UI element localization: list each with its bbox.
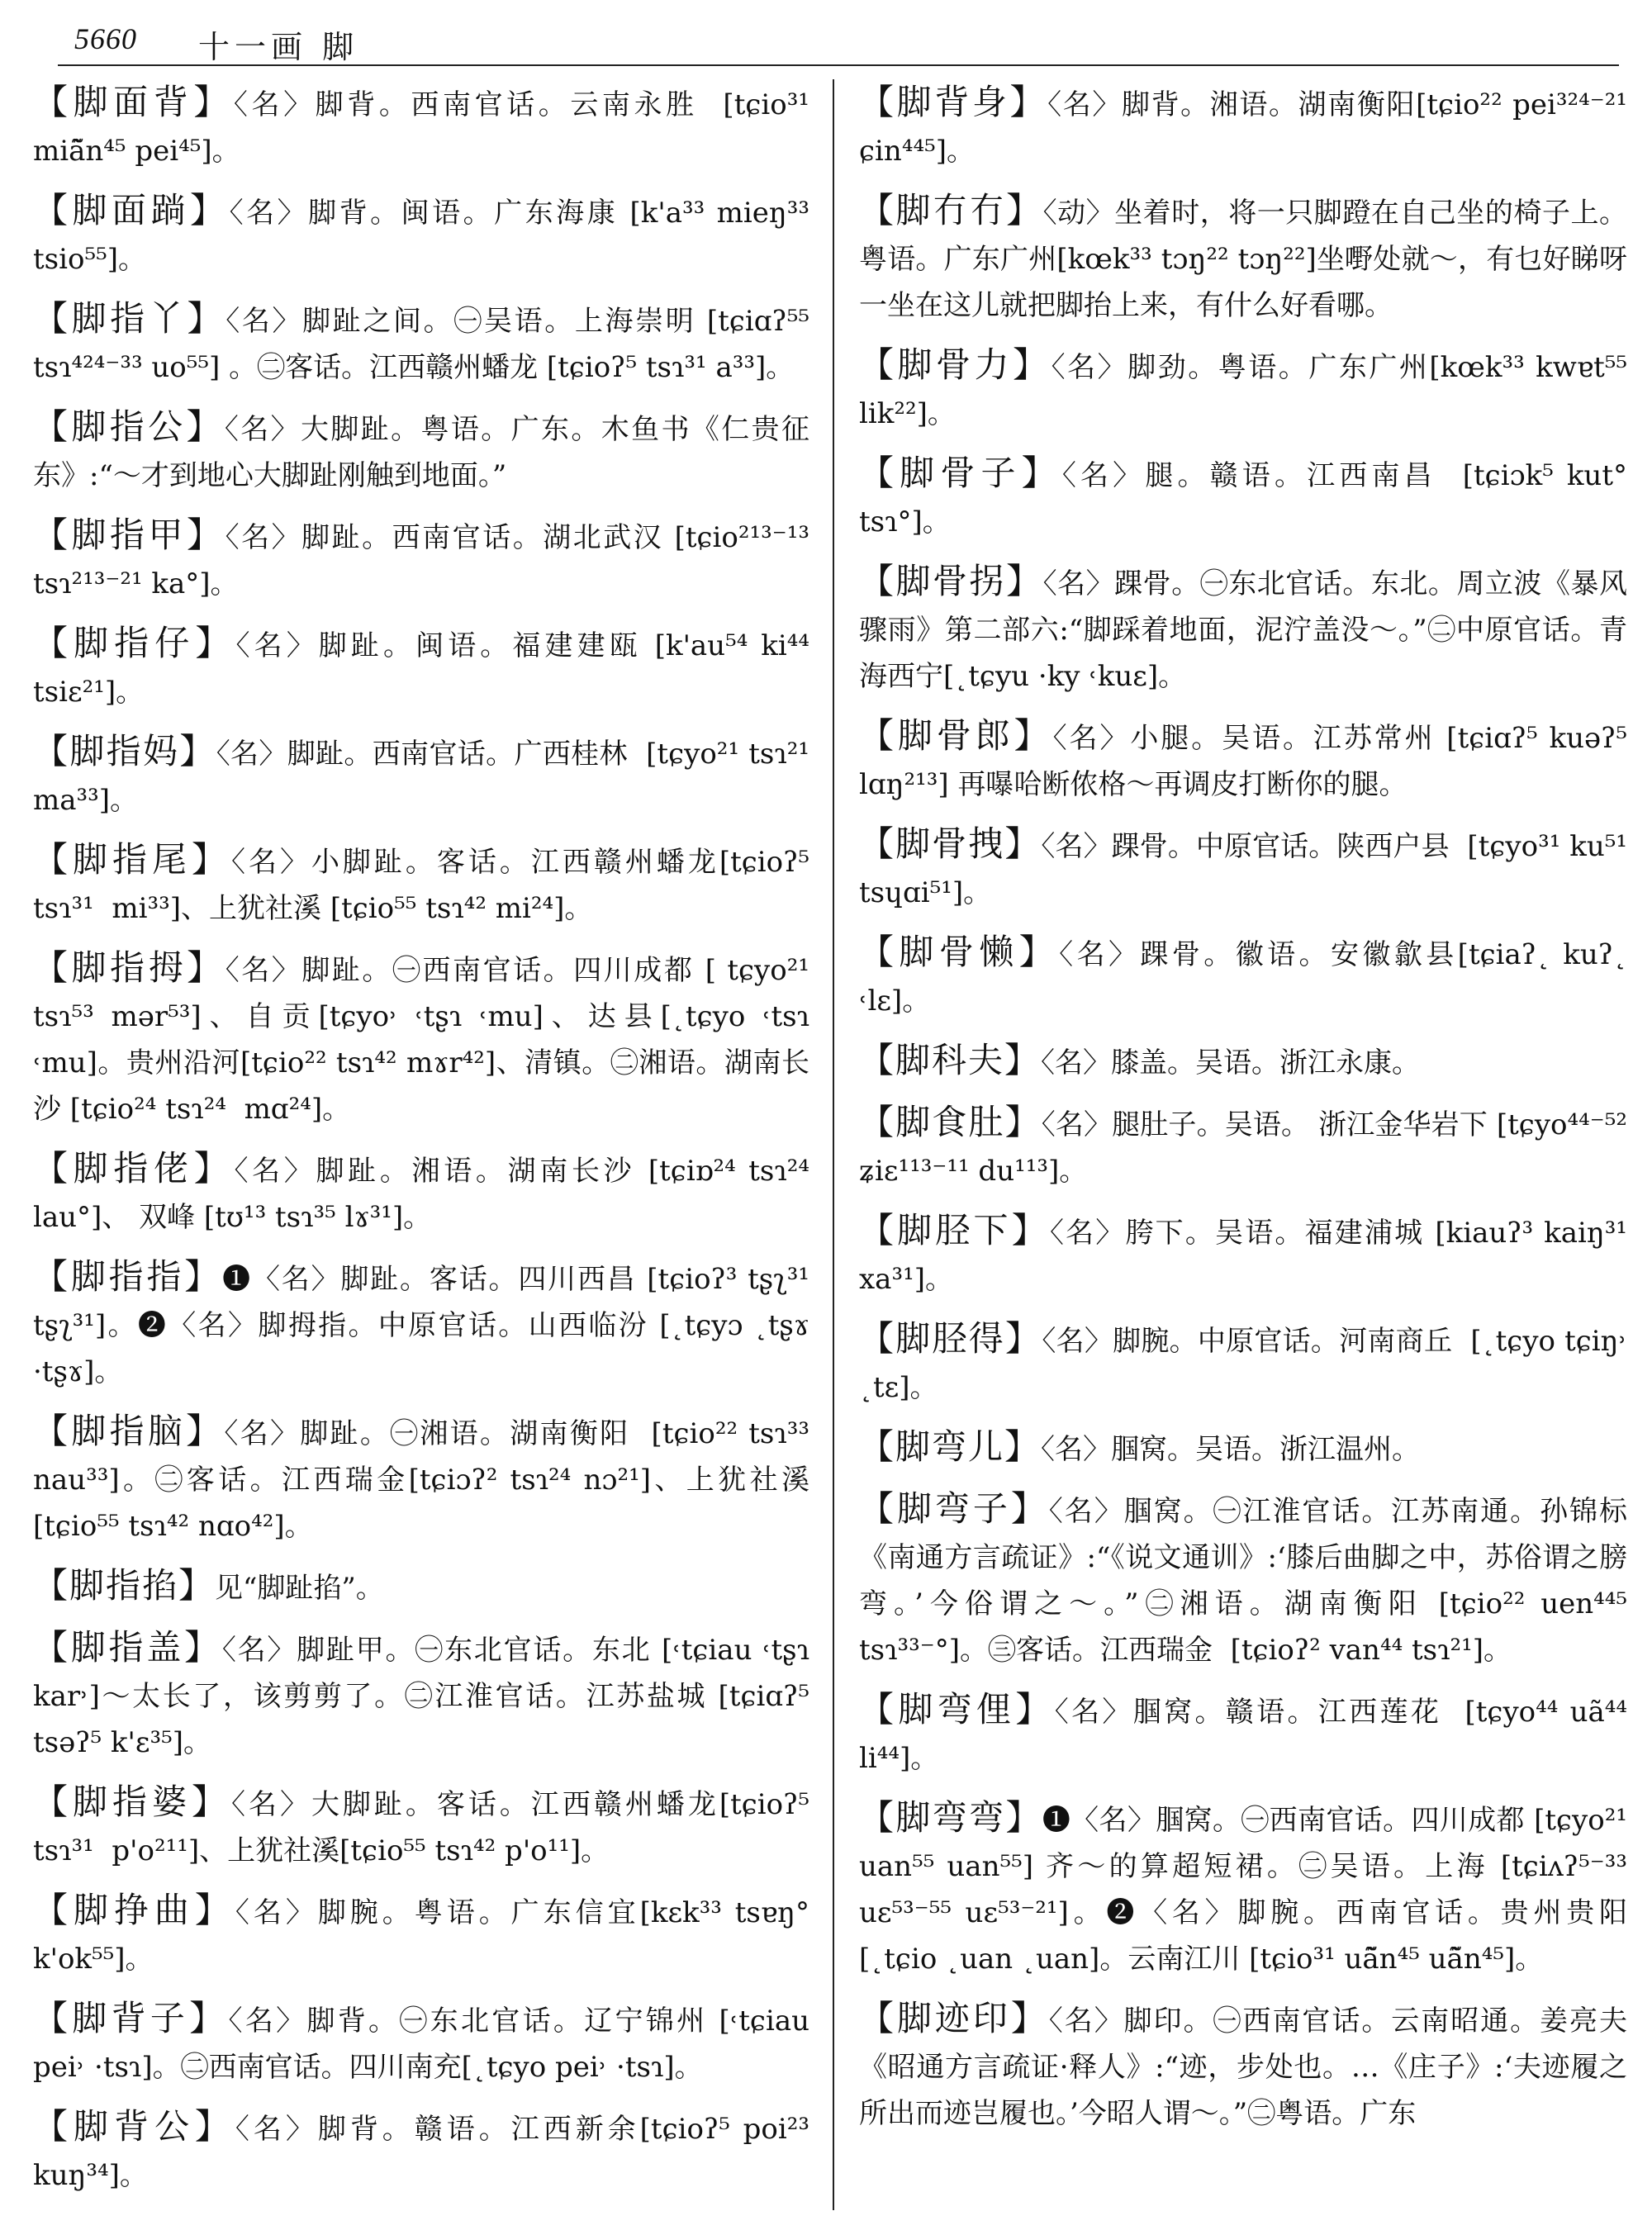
page-number: 5660 xyxy=(74,22,137,55)
entry-definition: 〈名〉脚腕。粤语。广东信宜[kɛk³³ tsɐŋ° k'ok⁵⁵]。 xyxy=(33,1896,819,1976)
entry-headword: 【脚胫下】 xyxy=(859,1210,1050,1250)
header-rule xyxy=(58,64,1619,66)
entry-headword: 【脚弯儿】 xyxy=(859,1426,1042,1467)
entry-definition: ❶〈名〉脚趾。客话。四川西昌 [tɕioʔ³ tʂʅ³¹ tʂʅ³¹]。❷〈名〉脚拇指。中原官话。山西临汾 [˛tɕyɔ ˛tʂɤ ·tʂɤ]。 xyxy=(33,1263,819,1388)
entry-definition: 〈名〉脚趾。西南官话。广西桂林 [tɕyo²¹ tsɿ²¹ ma³³]。 xyxy=(33,738,819,817)
entry-headword: 【脚指婆】 xyxy=(33,1782,231,1822)
right-column xyxy=(859,79,1636,2218)
dictionary-entry xyxy=(859,713,1636,808)
dictionary-entry xyxy=(859,79,1636,174)
entry-definition: 〈名〉脚趾之间。㊀吴语。上海崇明 [tɕiɑʔ⁵⁵ tsɿ⁴²⁴⁻³³ uo⁵⁵] 。㊁客话。江西赣州蟠龙 [tɕioʔ⁵ tsɿ³¹ a³³]。 xyxy=(33,305,819,384)
entry-headword: 【脚指脑】 xyxy=(33,1411,225,1451)
dictionary-entry xyxy=(859,1424,1627,1473)
entry-headword: 【脚迹印】 xyxy=(859,1998,1049,2038)
entry-headword: 【脚指仔】 xyxy=(33,623,236,663)
entry-definition: 〈名〉踝骨。㊀东北官话。东北。周立波《暴风骤雨》第二部六:“脚踩着地面，泥泞盖没～。”㊁中原官话。青海西宁[˛tɕyu ·ky ˓kuɛ]。 xyxy=(859,567,1627,693)
entry-definition: 〈名〉腘窝。赣语。江西莲花 [tɕyo⁴⁴ uã⁴⁴ li⁴⁴]。 xyxy=(859,1696,1636,1775)
entry-headword: 【脚胫得】 xyxy=(859,1318,1042,1359)
entry-definition: 〈名〉脚背。闽语。广东海康 [k'a³³ mieŋ³³ tsio⁵⁵]。 xyxy=(33,197,819,276)
entry-headword: 【脚指掐】 xyxy=(33,1565,216,1606)
entry-definition: 〈名〉脚趾。西南官话。湖北武汉 [tɕio²¹³⁻¹³ tsɿ²¹³⁻²¹ ka°]。 xyxy=(33,521,819,600)
entry-headword: 【脚骨拽】 xyxy=(859,823,1042,864)
dictionary-entry xyxy=(859,1208,1636,1302)
entry-definition: 〈名〉胯下。吴语。福建浦城 [kiauʔ³ kaiŋ³¹ xa³¹]。 xyxy=(859,1217,1636,1296)
entry-headword: 【脚骨力】 xyxy=(859,344,1051,385)
entry-definition: 〈名〉脚趾。㊀西南官话。四川成都 [ tɕyo²¹ tsɿ⁵³ mər⁵³]、自贡[tɕyo˒ ˓tʂɿ ˓mu]、达县[˛tɕyo ˓tsɿ ˓mu]。贵州沿河[tɕio²² tsɿ⁴² mɤr⁴²]、清镇。㊁湘语。湖南长沙 [tɕio²⁴ tsɿ²⁴ mɑ²⁴]。 xyxy=(33,954,819,1126)
dictionary-entry xyxy=(33,1995,819,2090)
dictionary-entry xyxy=(859,187,1627,329)
entry-headword: 【脚骨子】 xyxy=(859,453,1062,493)
entry-headword: 【脚指盖】 xyxy=(33,1627,222,1668)
entry-definition: 〈名〉大脚趾。粤语。广东。木鱼书《仁贵征东》:“～才到地心大脚趾刚触到地面。” xyxy=(33,413,809,492)
entry-definition: 〈名〉膝盖。吴语。浙江永康。 xyxy=(1041,1046,1421,1079)
entry-headword: 【脚指拇】 xyxy=(33,947,225,988)
entry-headword: 【脚骨郎】 xyxy=(859,715,1053,756)
entry-definition: 〈名〉脚背。西南官话。云南永胜 [tɕio³¹ miã̃n⁴⁵ pei⁴⁵]。 xyxy=(33,88,819,168)
dictionary-entry xyxy=(859,1037,1627,1086)
entry-definition: 见“脚趾掐”。 xyxy=(215,1572,384,1605)
entry-headword: 【脚面䠀】 xyxy=(33,190,230,230)
entry-definition: 〈名〉脚背。赣语。江西新余[tɕioʔ⁵ poi²³ kuŋ³⁴]。 xyxy=(33,2113,819,2192)
entry-headword: 【脚挣曲】 xyxy=(33,1890,235,1930)
dictionary-entry xyxy=(33,1625,819,1766)
dictionary-entry xyxy=(33,187,819,282)
entry-headword: 【脚指指】 xyxy=(33,1256,223,1297)
entry-definition: 〈名〉小腿。吴语。江苏常州 [tɕiɑʔ⁵ kuəʔ⁵ lɑŋ²¹³] 再嚗哈断侬格～再调皮打断你的腿。 xyxy=(859,722,1636,801)
entry-definition: 〈名〉踝骨。中原官话。陕西户县 [tɕyo³¹ ku⁵¹ tsɥɑi⁵¹]。 xyxy=(859,830,1636,909)
entry-headword: 【脚弯俚】 xyxy=(859,1689,1055,1729)
dictionary-entry xyxy=(859,1795,1636,1982)
entry-definition: 〈名〉小脚趾。客话。江西赣州蟠龙[tɕioʔ⁵ tsɿ³¹ mi³³]、上犹社溪 [tɕio⁵⁵ tsɿ⁴² mi²⁴]。 xyxy=(33,846,819,925)
dictionary-entry xyxy=(33,79,819,174)
page-header xyxy=(58,21,1619,64)
entry-definition: 〈名〉脚劲。粤语。广东广州[kœk³³ kwɐt⁵⁵ lik²²]。 xyxy=(859,351,1636,430)
dictionary-entry xyxy=(859,1687,1636,1782)
entry-headword: 【脚冇冇】 xyxy=(859,190,1043,230)
entry-headword: 【脚弯弯】 xyxy=(859,1797,1042,1838)
entry-definition: 〈名〉腿。赣语。江西南昌 [tɕiɔk⁵ kut° tsɿ°]。 xyxy=(859,459,1636,539)
left-column xyxy=(33,79,819,2218)
page-title: 十一画 脚 xyxy=(198,29,359,65)
entry-headword: 【脚面背】 xyxy=(33,82,234,122)
dictionary-entry xyxy=(859,1316,1636,1411)
entry-headword: 【脚指妈】 xyxy=(33,731,216,771)
dictionary-entry xyxy=(33,296,819,391)
column-divider xyxy=(833,79,834,2210)
dictionary-entry xyxy=(33,1887,819,1982)
dictionary-entry xyxy=(859,929,1636,1024)
dictionary-entry xyxy=(33,1254,819,1395)
entry-definition: ❶〈名〉腘窝。㊀西南官话。四川成都 [tɕyo²¹ uan⁵⁵ uan⁵⁵] 齐～的算超短裙。㊁吴语。上海 [tɕiʌʔ⁵⁻³³ uɛ⁵³⁻⁵⁵ uɛ⁵³⁻²¹]。❷〈名〉脚腕。西南官话。贵州贵阳 [˛tɕio ˛uan ˛uan]。云南江川 [tɕio³¹ uã̃n⁴⁵ uã̃n⁴⁵]。 xyxy=(859,1804,1636,1976)
dictionary-entry xyxy=(33,1779,819,1874)
entry-headword: 【脚指甲】 xyxy=(33,515,225,555)
dictionary-entry xyxy=(859,1995,1627,2137)
dictionary-entry xyxy=(33,620,819,715)
entry-headword: 【脚骨懒】 xyxy=(859,932,1060,972)
entry-definition: 〈名〉腿肚子。吴语。 浙江金华岩下 [tɕyo⁴⁴⁻⁵² ʑiɛ¹¹³⁻¹¹ du¹¹³]。 xyxy=(859,1108,1636,1188)
entry-headword: 【脚指佬】 xyxy=(33,1148,235,1189)
entry-headword: 【脚背身】 xyxy=(859,82,1048,122)
entry-definition: 〈名〉踝骨。徽语。安徽歙县[tɕiaʔ˛ kuʔ˛ ˓lɛ]。 xyxy=(859,938,1636,1018)
entry-definition: 〈名〉腘窝。吴语。浙江温州。 xyxy=(1041,1433,1421,1466)
entry-headword: 【脚指丫】 xyxy=(33,298,226,339)
dictionary-entry xyxy=(859,1486,1636,1673)
dictionary-entry xyxy=(33,404,809,499)
entry-headword: 【脚背公】 xyxy=(33,2106,235,2147)
entry-definition: 〈名〉脚背。湘语。湖南衡阳[tɕio²² pei³²⁴⁻²¹ ɕin⁴⁴⁵]。 xyxy=(859,88,1636,168)
dictionary-entry xyxy=(33,945,819,1132)
dictionary-entry xyxy=(33,2104,819,2199)
entry-definition: 〈名〉脚腕。中原官话。河南商丘 [˛tɕyo tɕiŋ˒ ˛tɛ]。 xyxy=(859,1325,1636,1404)
entry-definition: 〈名〉脚趾。闽语。福建建瓯 [k'au⁵⁴ ki⁴⁴ tsiɛ²¹]。 xyxy=(33,629,819,709)
entry-definition: 〈名〉腘窝。㊀江淮官话。江苏南通。孙锦标《南通方言疏证》:“《说文通训》:‘膝后曲脚之中，苏俗谓之膀弯。’今俗谓之～。”㊁湘语。湖南衡阳 [tɕio²² uen⁴⁴⁵ tsɿ³³⁻°]。㊂客话。江西瑞金 [tɕioʔ² van⁴⁴ tsɿ²¹]。 xyxy=(859,1495,1636,1667)
dictionary-entry xyxy=(33,728,819,823)
dictionary-entry xyxy=(33,1408,819,1549)
entry-headword: 【脚食肚】 xyxy=(859,1102,1042,1142)
dictionary-entry xyxy=(33,837,819,932)
dictionary-entry xyxy=(859,821,1636,916)
entry-headword: 【脚背子】 xyxy=(33,1998,229,2038)
entry-headword: 【脚科夫】 xyxy=(859,1040,1042,1080)
entry-headword: 【脚指尾】 xyxy=(33,839,231,880)
dictionary-entry xyxy=(33,1563,809,1611)
entry-definition: 〈名〉脚背。㊀东北官话。辽宁锦州 [˓tɕiau pei˒ ·tsɿ]。㊁西南官话。四川南充[˛tɕyo pei˒ ·tsɿ]。 xyxy=(33,2005,819,2084)
entry-definition: 〈动〉坐着时，将一只脚蹬在自己坐的椅子上。粤语。广东广州[kœk³³ tɔŋ²² tɔŋ²²]坐嘢处就～，有乜好睇呀一坐在这儿就把脚抬上来，有什么好看哪。 xyxy=(859,197,1627,322)
dictionary-entry xyxy=(859,558,1627,700)
entry-headword: 【脚指公】 xyxy=(33,406,225,447)
dictionary-entry xyxy=(859,1099,1636,1194)
entry-definition: 〈名〉脚趾甲。㊀东北官话。东北 [˓tɕiau ˓tʂɿ kar˒]～太长了，该剪剪了。㊁江淮官话。江苏盐城 [tɕiɑʔ⁵ tsəʔ⁵ k'ɛ³⁵]。 xyxy=(33,1634,819,1759)
dictionary-entry xyxy=(33,1146,819,1241)
entry-definition: 〈名〉脚印。㊀西南官话。云南昭通。姜亮夫《昭通方言疏证·释人》:“迹，步处也。…《庄子》:‘夫迹履之所出而迹岂履也。’今昭人谓～。”㊁粤语。广东 xyxy=(859,2005,1627,2130)
entry-definition: 〈名〉大脚趾。客话。江西赣州蟠龙[tɕioʔ⁵ tsɿ³¹ p'o²¹¹]、上犹社溪[tɕio⁵⁵ tsɿ⁴² p'o¹¹]。 xyxy=(33,1788,819,1867)
dictionary-entry xyxy=(859,450,1636,545)
entry-definition: 〈名〉脚趾。㊀湘语。湖南衡阳 [tɕio²² tsɿ³³ nau³³]。㊁客话。江西瑞金[tɕiɔʔ² tsɿ²⁴ nɔ²¹]、上犹社溪 [tɕio⁵⁵ tsɿ⁴² nɑo⁴²]。 xyxy=(33,1417,819,1543)
dictionary-entry xyxy=(33,512,819,607)
entry-headword: 【脚骨拐】 xyxy=(859,561,1043,601)
dictionary-entry xyxy=(859,342,1636,437)
entry-headword: 【脚弯子】 xyxy=(859,1488,1049,1529)
entry-definition: 〈名〉脚趾。湘语。湖南长沙 [tɕiɒ²⁴ tsɿ²⁴ lau°]、 双峰 [tʊ¹³ tsɿ³⁵ lɤ³¹]。 xyxy=(33,1155,819,1234)
